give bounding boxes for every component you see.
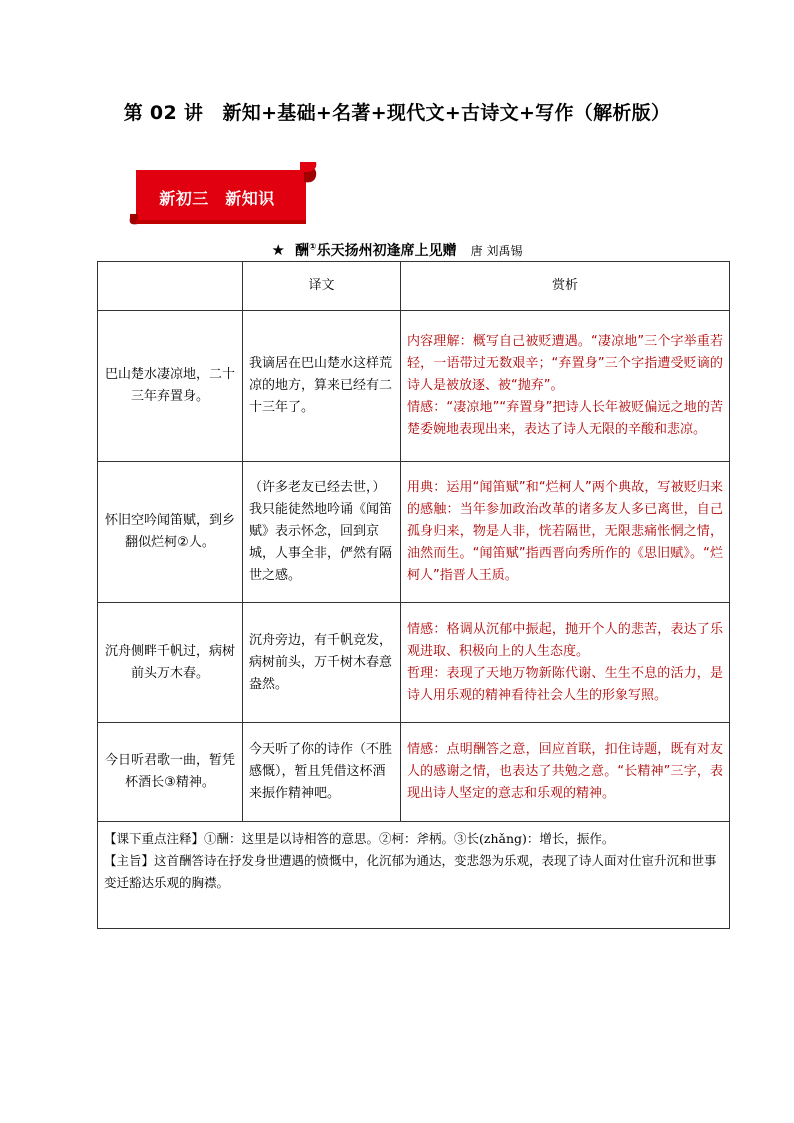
analysis-cell [401, 723, 730, 822]
analysis-label: 用典： [407, 480, 447, 495]
analysis-label: 情感： [407, 400, 447, 415]
header-cell-line [98, 262, 243, 311]
table-row [98, 603, 730, 723]
table-row [98, 723, 730, 822]
analysis-text: 格调从沉郁中振起，抛开个人的悲苦，表达了乐观进取、积极向上的人生态度。 [407, 621, 723, 659]
poem-analysis-table [97, 261, 730, 929]
analysis-text: “凄凉地”“弃置身”把诗人长年被贬偏远之地的苦楚委婉地表现出来，表达了诗人无限的辛酸和悲凉。 [407, 400, 723, 437]
star-icon: ★ [271, 241, 285, 259]
table-row [98, 462, 730, 603]
poem-title-prefix: 酬 [295, 243, 309, 259]
analysis-text: 表现了天地万物新陈代谢、生生不息的活力，是诗人用乐观的精神看待社会人生的形象写照。 [407, 665, 723, 703]
poem-line-cell: 沉舟侧畔千帆过，病树前头万木春。 [98, 603, 243, 723]
theme-text: 这首酬答诗在抒发身世遭遇的愤慨中，化沉郁为通达，变悲怨为乐观，表现了诗人面对仕宦升沉和世事变迁豁达乐观的胸襟。 [104, 853, 717, 890]
analysis-label: 内容理解： [407, 334, 473, 349]
translation-cell: （许多老友已经去世，）我只能徒然地吟诵《闻笛赋》表示怀念，回到京城，人事全非，俨然有隔世之感。 [243, 462, 401, 603]
analysis-label: 情感： [407, 621, 447, 637]
poem-heading [0, 240, 794, 260]
page-title: 第 02 讲 新知+基础+名著+现代文+古诗文+写作（解析版） [123, 102, 671, 124]
notes-text: ①酬：这里是以诗相答的意思。②柯：斧柄。③长(zhǎng)：增长，振作。 [204, 831, 615, 846]
analysis-text: 运用“闻笛赋”和“烂柯人”两个典故，写被贬归来的感触：当年参加政治改革的诸多友人多已离世，自己孤身归来，物是人非，恍若隔世，无限悲痛怅惘之情，油然而生。“闻笛赋”指西晋向秀所作的《思旧赋》。“烂柯人”指晋人王质。 [407, 480, 723, 583]
table-row [98, 311, 730, 462]
poem-title-note: ① [309, 242, 317, 253]
poem-line-cell: 巴山楚水凄凉地，二十三年弃置身。 [98, 311, 243, 462]
notes-label: 【课下重点注释】 [104, 831, 205, 846]
poem-line-cell: 怀旧空吟闻笛赋，到乡翻似烂柯②人。 [98, 462, 243, 603]
notes-cell [98, 822, 730, 929]
section-banner [128, 162, 318, 228]
banner-label: 新初三 新知识 [159, 189, 275, 208]
analysis-cell [401, 462, 730, 603]
poem-title: 乐天扬州初逢席上见赠 [316, 243, 457, 259]
table-header-row [98, 262, 730, 311]
analysis-label: 哲理： [407, 665, 447, 681]
analysis-text: 点明酬答之意，回应首联，扣住诗题，既有对友人的感谢之情，也表达了共勉之意。“长精神”三字，表现出诗人坚定的意志和乐观的精神。 [407, 742, 723, 801]
notes-row [98, 822, 730, 929]
analysis-cell [401, 603, 730, 723]
theme-label: 【主旨】 [104, 853, 155, 868]
analysis-label: 情感： [407, 742, 447, 757]
translation-cell: 今天听了你的诗作（不胜感慨），暂且凭借这杯酒来振作精神吧。 [243, 723, 401, 822]
header-cell-analysis: 赏析 [401, 262, 730, 311]
poem-line-cell: 今日听君歌一曲，暂凭杯酒长③精神。 [98, 723, 243, 822]
translation-cell: 我谪居在巴山楚水这样荒凉的地方，算来已经有二十三年了。 [243, 311, 401, 462]
analysis-cell [401, 311, 730, 462]
poem-author: 唐 刘禹锡 [470, 244, 523, 258]
analysis-text: 概写自己被贬遭遇。“凄凉地”三个字举重若轻，一语带过无数艰辛；“弃置身”三个字指遭受贬谪的诗人是被放逐、被“抛弃”。 [407, 334, 723, 393]
header-cell-translation: 译文 [243, 262, 401, 311]
translation-cell: 沉舟旁边，有千帆竞发，病树前头，万千树木春意盎然。 [243, 603, 401, 723]
